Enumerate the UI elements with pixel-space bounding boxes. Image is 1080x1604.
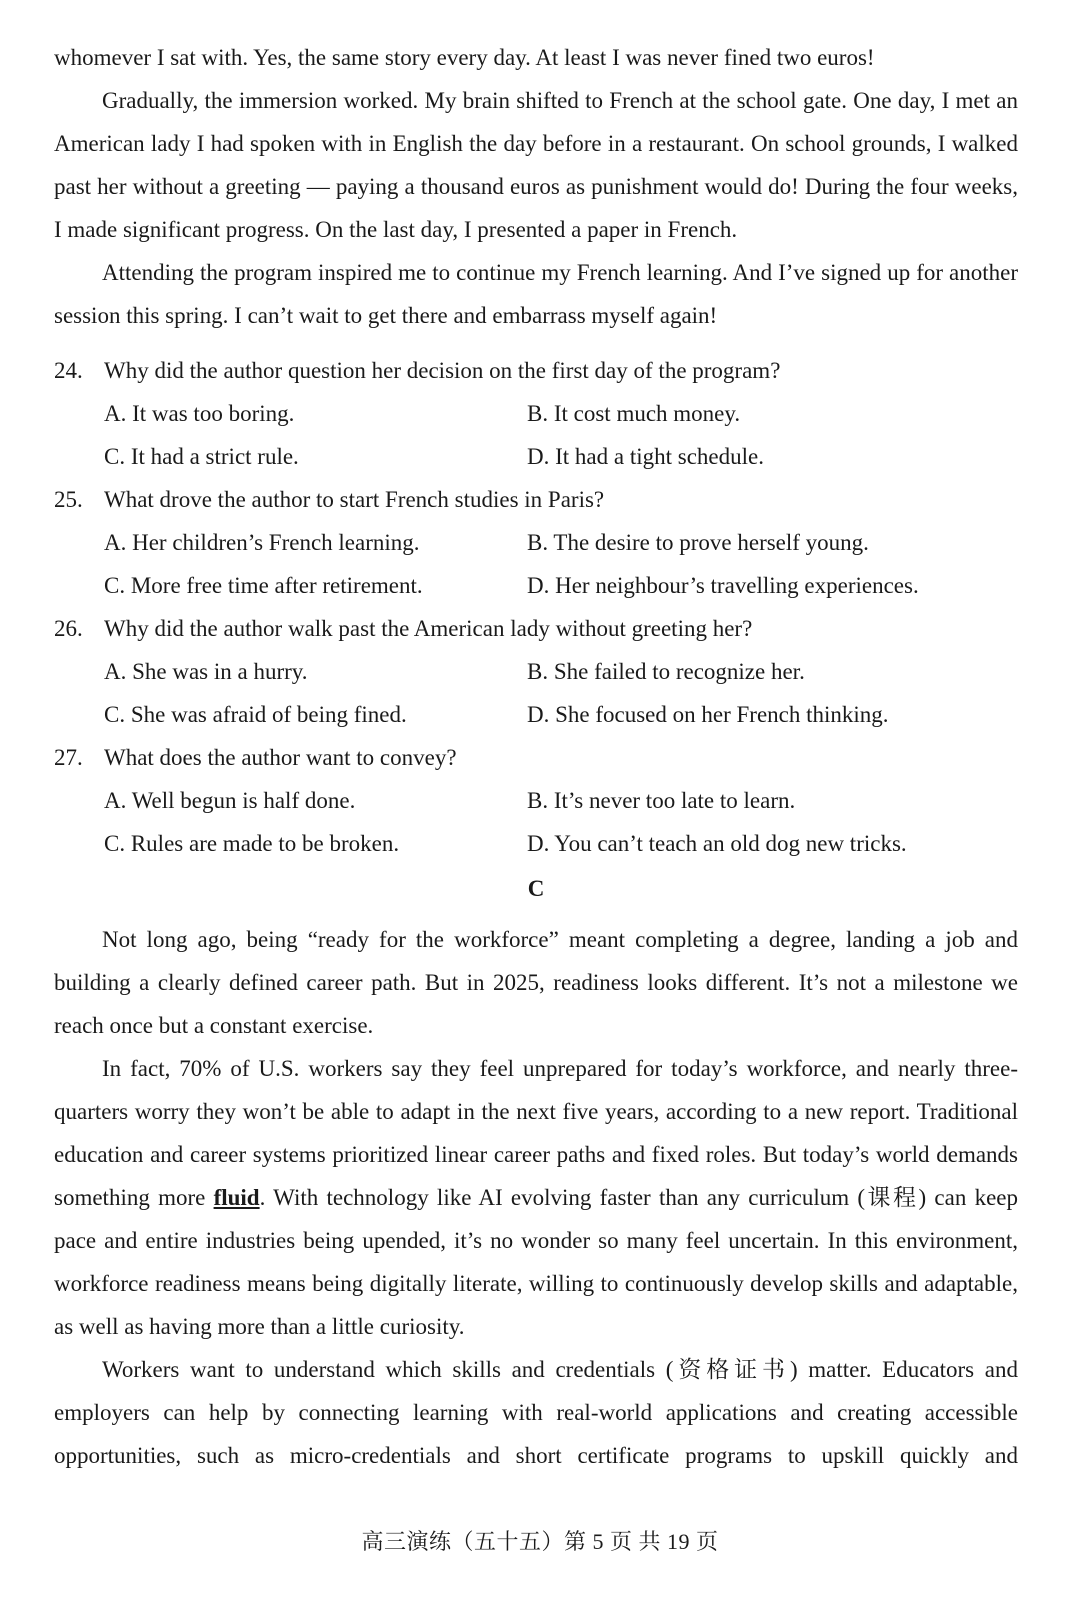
option-a: A. Her children’s French learning. (104, 530, 420, 555)
passage-b-paragraph: Gradually, the immersion worked. My brain shifted to French at the school gate. One day, I met an American lady I had spoken with in English the day before in a restaurant. On school grounds, I walked past her without a greeting — paying a thousand euros as punishment would do! During the four weeks, I made significant progress. On the last day, I presented a paper in French. (54, 88, 1018, 242)
paragraph-text: . With technology like AI evolving faster than any curriculum (课程) can keep pace and entire industries being upended, it’s no wonder so many feel uncertain. In this environment, workforce readiness means being digitally literate, willing to continuously develop skills and adaptable, as well as having more than a little curiosity. (54, 1185, 1018, 1339)
exam-page (54, 36, 1018, 1477)
question-text: What does the author want to convey? (104, 745, 457, 770)
passage-c-paragraph (54, 1047, 1018, 1348)
option-b: B. The desire to prove herself young. (527, 530, 869, 555)
question-24 (54, 349, 1018, 478)
option-d: D. She focused on her French thinking. (527, 702, 889, 727)
question-text: Why did the author question her decision on the first day of the program? (104, 358, 781, 383)
option-c: C. More free time after retirement. (104, 573, 423, 598)
option-d: D. You can’t teach an old dog new tricks. (527, 831, 907, 856)
question-25 (54, 478, 1018, 607)
question-26 (54, 607, 1018, 736)
question-number: 24. (54, 358, 83, 383)
option-d: D. It had a tight schedule. (527, 444, 764, 469)
option-b: B. It’s never too late to learn. (527, 788, 796, 813)
question-number: 27. (54, 745, 83, 770)
underlined-word: fluid (213, 1185, 260, 1210)
option-b: B. She failed to recognize her. (527, 659, 805, 684)
paragraph-text: In fact, 70% of U.S. workers say they feel unprepared for today’s workforce, and nearly three-quarters worry they won’t be able to adapt in the next five years, according to a new report. Traditional education and career systems prioritized linear career paths and fixed roles. But today’s world demands something more (54, 1056, 1018, 1210)
question-27 (54, 736, 1018, 865)
question-number: 26. (54, 616, 83, 641)
passage-b-paragraph: Attending the program inspired me to continue my French learning. And I’ve signed up for another session this spring. I can’t wait to get there and embarrass myself again! (54, 260, 1018, 328)
passage-b-paragraph: whomever I sat with. Yes, the same story every day. At least I was never fined two euros! (54, 45, 875, 70)
option-a: A. Well begun is half done. (104, 788, 356, 813)
question-text: Why did the author walk past the American lady without greeting her? (104, 616, 753, 641)
option-c: C. Rules are made to be broken. (104, 831, 400, 856)
question-text: What drove the author to start French studies in Paris? (104, 487, 605, 512)
page-footer: 高三演练（五十五）第 5 页 共 19 页 (361, 1529, 719, 1554)
question-number: 25. (54, 487, 83, 512)
passage-c-paragraph: Not long ago, being “ready for the workforce” meant completing a degree, landing a job and building a clearly defined career path. But in 2025, readiness looks different. It’s not a milestone we reach once but a constant exercise. (54, 927, 1018, 1038)
section-heading: C (527, 876, 545, 901)
option-c: C. It had a strict rule. (104, 444, 299, 469)
passage-c-paragraph: Workers want to understand which skills and credentials (资格证书) matter. Educators and employers can help by connecting learning with real-world applications and creating accessible opportunities, such as micro-credentials and short certificate programs to upskill quickly and (54, 1357, 1018, 1468)
option-d: D. Her neighbour’s travelling experiences. (527, 573, 919, 598)
option-c: C. She was afraid of being fined. (104, 702, 407, 727)
option-a: A. It was too boring. (104, 401, 295, 426)
option-a: A. She was in a hurry. (104, 659, 308, 684)
option-b: B. It cost much money. (527, 401, 741, 426)
